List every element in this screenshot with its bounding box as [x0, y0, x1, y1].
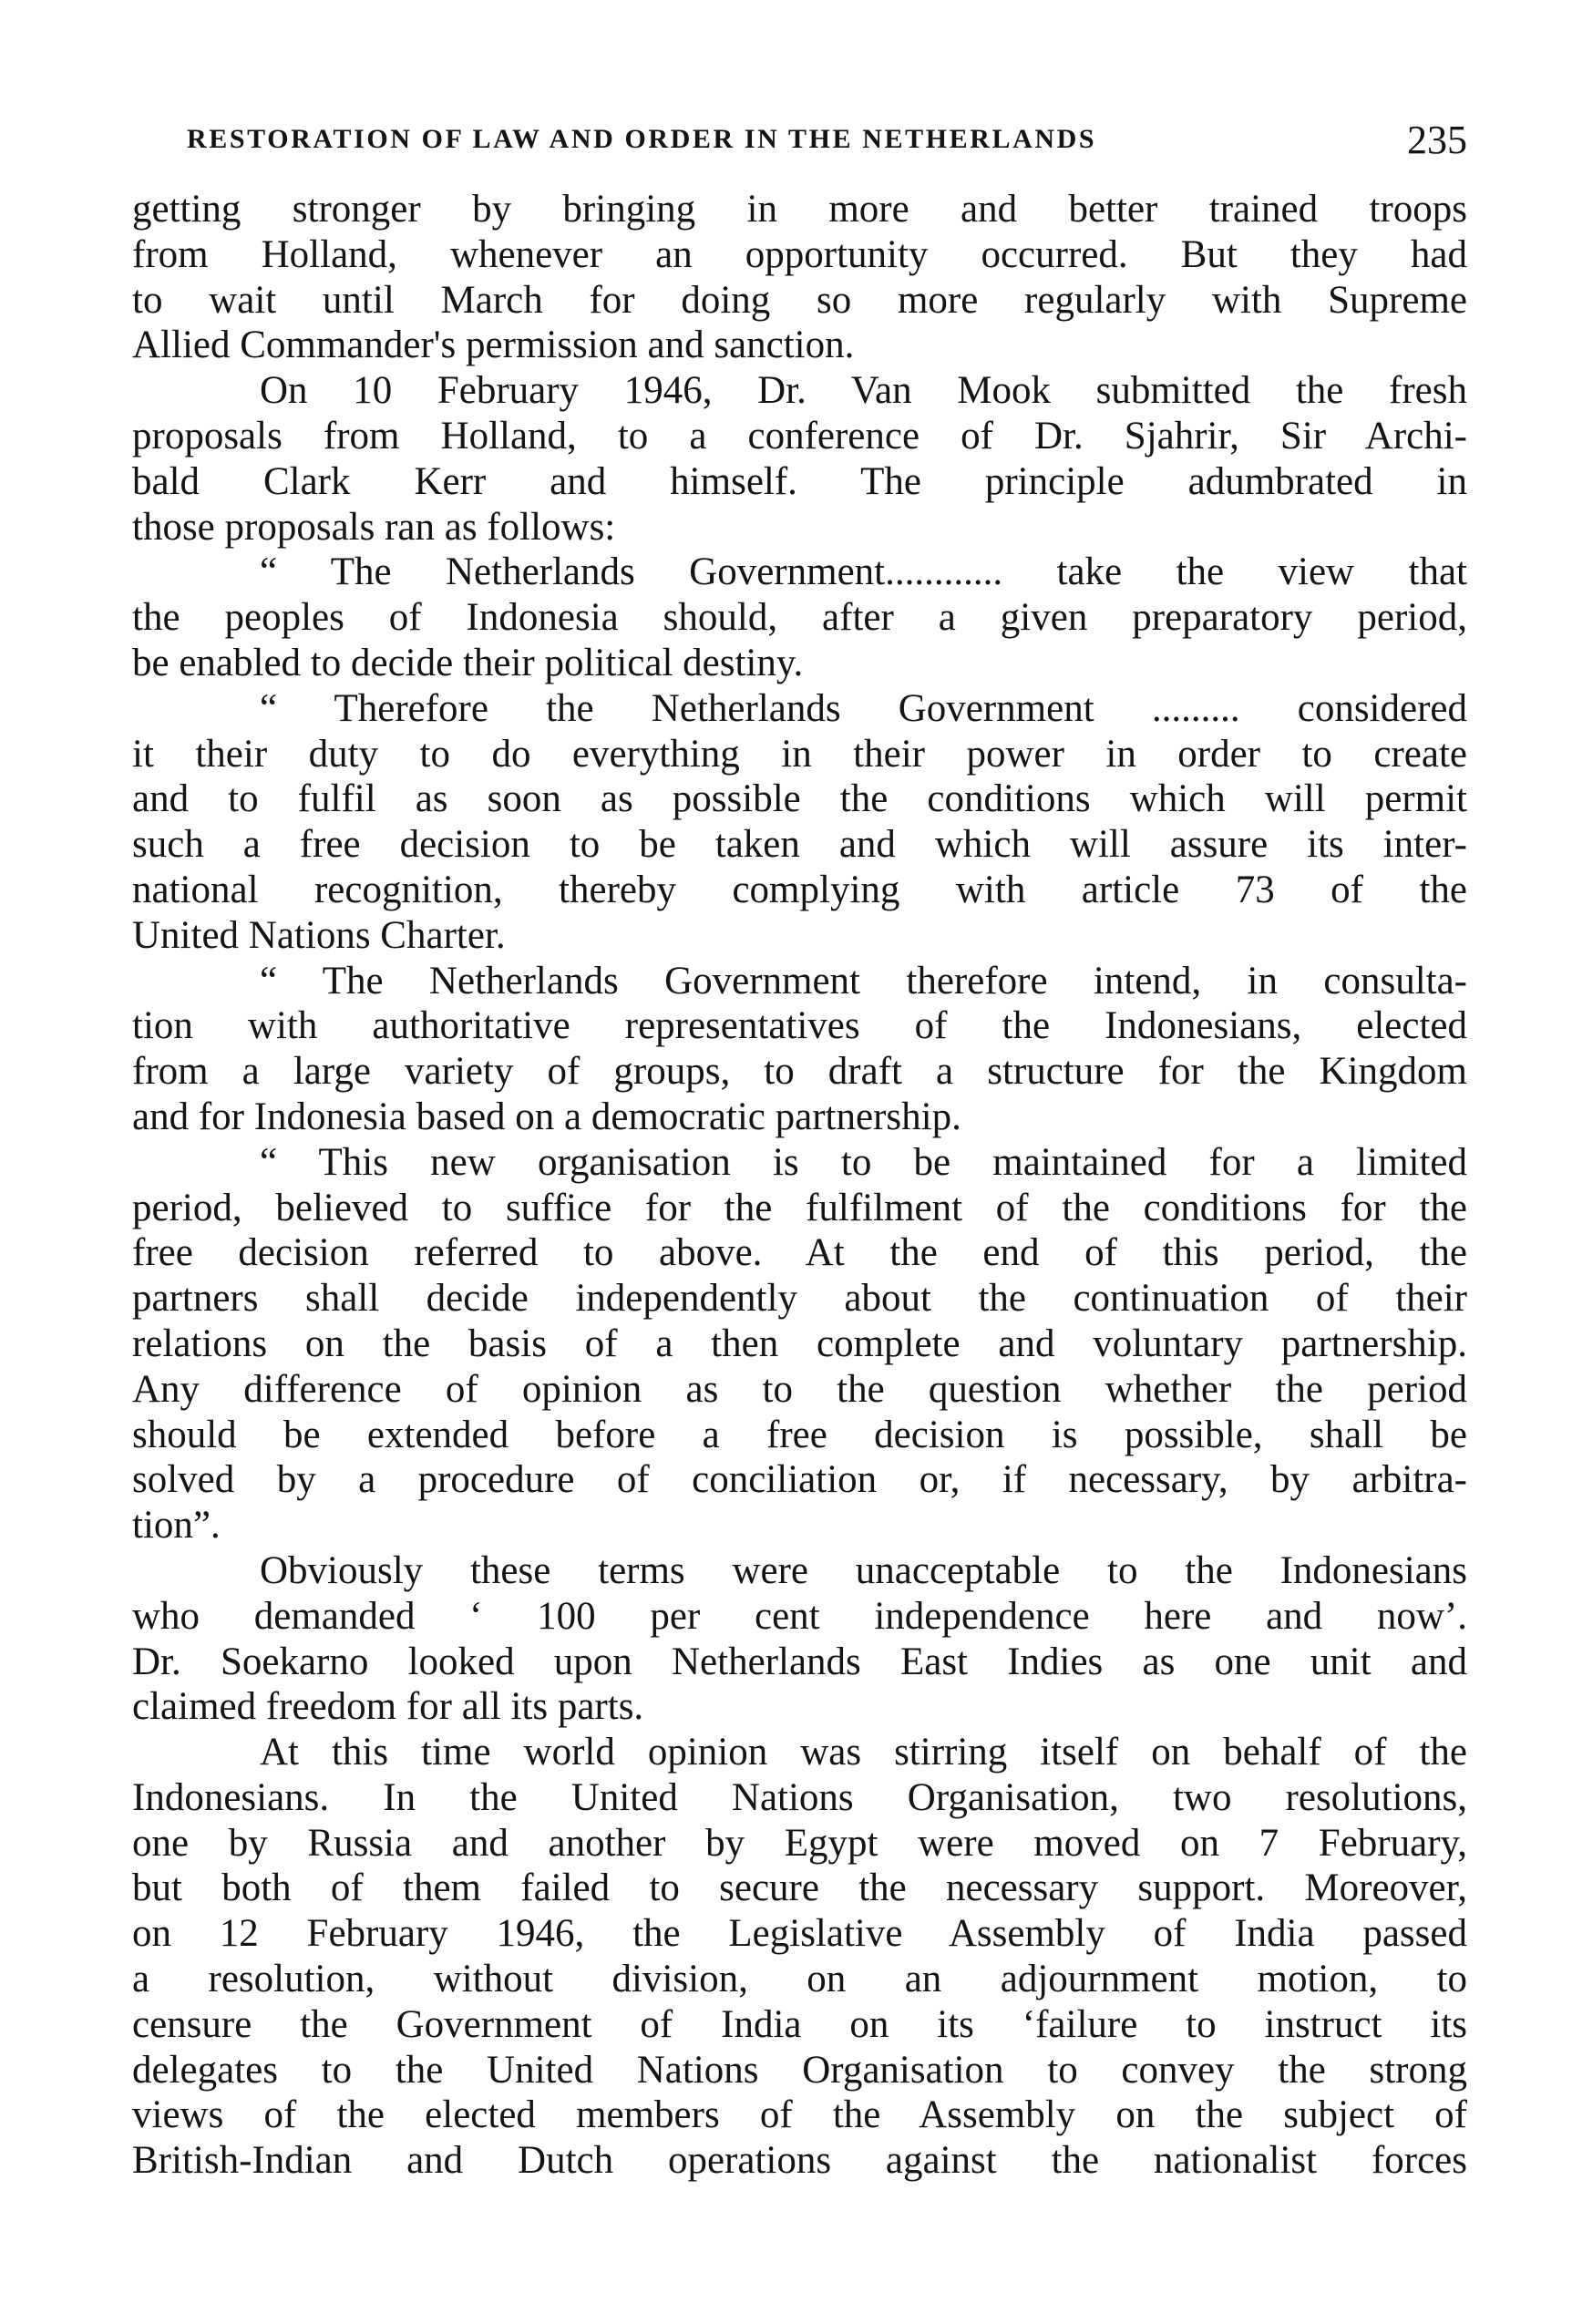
text-line: Obviously these terms were unacceptable to the Indonesians — [260, 1548, 1467, 1592]
page-number: 235 — [1407, 118, 1467, 162]
text-line: who demanded ‘ 100 per cent independence here and now’. — [132, 1594, 1467, 1638]
text-line: United Nations Charter. — [132, 913, 506, 957]
text-line: Any difference of opinion as to the question whether the period — [132, 1367, 1467, 1411]
text-line: “ Therefore the Netherlands Government ......... considered — [260, 686, 1467, 730]
text-line: “ The Netherlands Government............ take the view that — [260, 550, 1467, 594]
text-line: period, believed to suffice for the fulfilment of the conditions for the — [132, 1186, 1467, 1229]
text-line: should be extended before a free decision is possible, shall be — [132, 1413, 1467, 1456]
text-line: At this time world opinion was stirring itself on behalf of the — [260, 1731, 1467, 1774]
text-line: bald Clark Kerr and himself. The principle adumbrated in — [132, 459, 1467, 503]
running-head — [187, 117, 1467, 171]
text-line: relations on the basis of a then complete and voluntary partnership. — [132, 1321, 1467, 1365]
text-line: proposals from Holland, to a conference of Dr. Sjahrir, Sir Archi- — [132, 414, 1467, 458]
text-line: Dr. Soekarno looked upon Netherlands East Indies as one unit and — [132, 1640, 1467, 1683]
text-line: partners shall decide independently about the continuation of their — [132, 1277, 1467, 1321]
text-line: getting stronger by bringing in more and better trained troops — [132, 188, 1467, 231]
text-line: and to fulfil as soon as possible the conditions which will permit — [132, 777, 1467, 821]
text-line: tion with authoritative representatives of the Indonesians, elected — [132, 1004, 1467, 1048]
text-line: free decision referred to above. At the end of this period, the — [132, 1231, 1467, 1275]
text-line: “ The Netherlands Government therefore intend, in consulta- — [260, 959, 1467, 1003]
text-line: such a free decision to be taken and which will assure its inter- — [132, 823, 1467, 867]
text-line: from Holland, whenever an opportunity occurred. But they had — [132, 232, 1467, 276]
text-line: a resolution, without division, on an adjournment motion, to — [132, 1958, 1467, 2001]
text-line: views of the elected members of the Assembly on the subject of — [132, 2093, 1467, 2137]
text-line: claimed freedom for all its parts. — [132, 1685, 644, 1729]
text-line: Indonesians. In the United Nations Organisation, two resolutions, — [132, 1775, 1467, 1819]
text-line: national recognition, thereby complying with article 73 of the — [132, 868, 1467, 911]
text-line: Allied Commander's permission and sanction. — [132, 324, 855, 367]
text-line: to wait until March for doing so more regularly with Supreme — [132, 278, 1467, 322]
text-line: tion”. — [132, 1504, 221, 1548]
text-line: but both of them failed to secure the necessary support. Moreover, — [132, 1866, 1467, 1910]
text-line: the peoples of Indonesia should, after a given preparatory period, — [132, 596, 1467, 640]
text-line: censure the Government of India on its ‘failure to instruct its — [132, 2002, 1467, 2046]
text-line: “ This new organisation is to be maintained for a limited — [260, 1140, 1467, 1184]
text-line: On 10 February 1946, Dr. Van Mook submitted the fresh — [260, 369, 1467, 413]
running-title: RESTORATION OF LAW AND ORDER IN THE NETHERLANDS — [187, 124, 1097, 154]
text-line: those proposals ran as follows: — [132, 505, 616, 549]
text-line: from a large variety of groups, to draft a structure for the Kingdom — [132, 1050, 1467, 1094]
text-line: British-Indian and Dutch operations against the nationalist forces — [132, 2139, 1467, 2183]
text-line: on 12 February 1946, the Legislative Assembly of India passed — [132, 1912, 1467, 1956]
text-line: be enabled to decide their political destiny. — [132, 641, 804, 684]
body-text — [132, 187, 1467, 2184]
text-line: solved by a procedure of conciliation or, if necessary, by arbitra- — [132, 1458, 1467, 1502]
text-line: delegates to the United Nations Organisation to convey the strong — [132, 2048, 1467, 2092]
text-line: it their duty to do everything in their power in order to create — [132, 732, 1467, 776]
text-line: one by Russia and another by Egypt were moved on 7 February, — [132, 1821, 1467, 1865]
text-line: and for Indonesia based on a democratic partnership. — [132, 1095, 961, 1138]
